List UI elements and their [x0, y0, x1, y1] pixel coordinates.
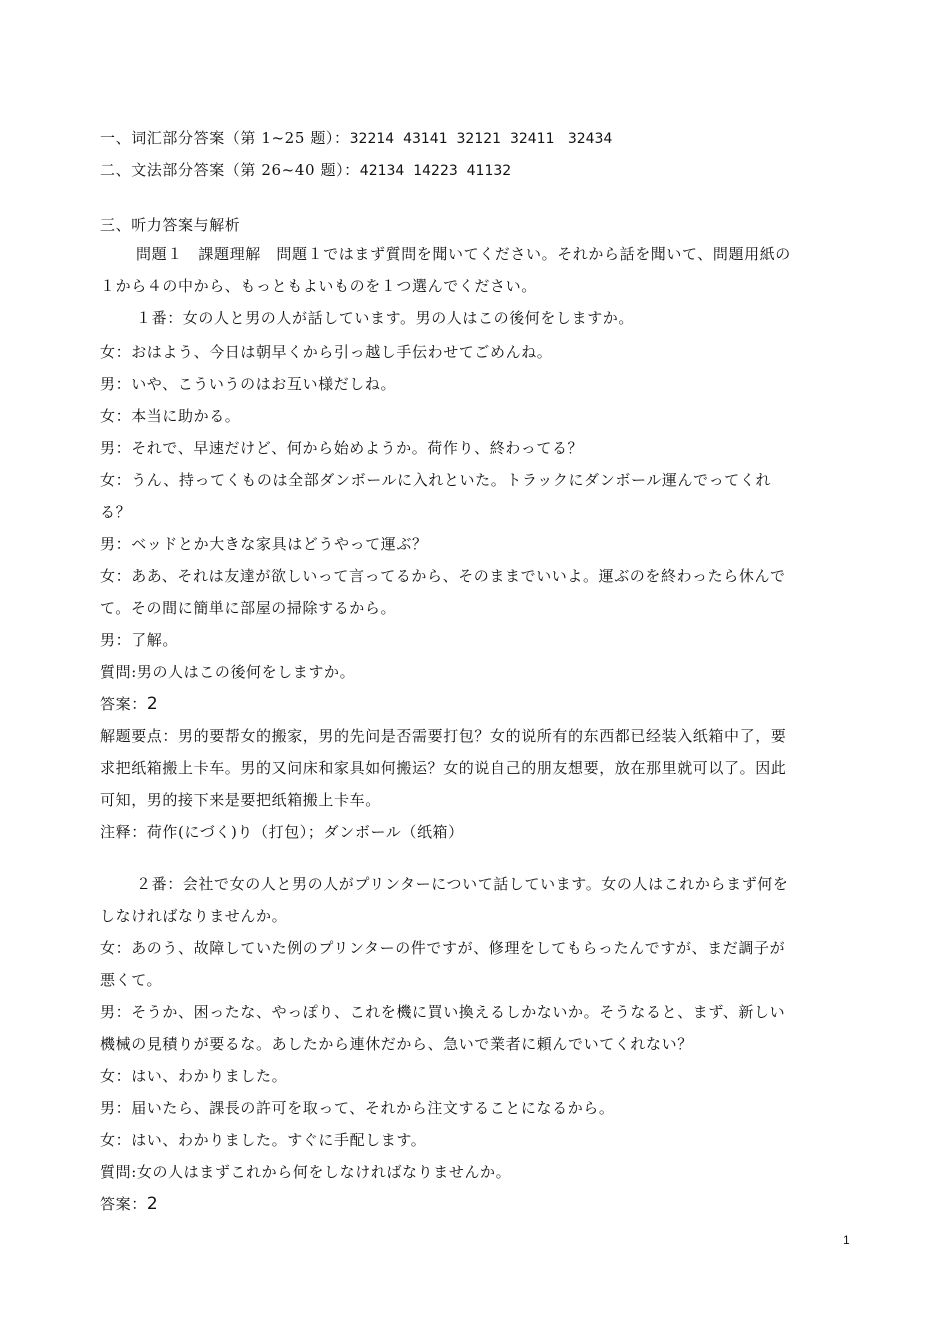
- q1-dialogue-line: て。その間に簡単に部屋の掃除するから。: [100, 599, 397, 617]
- q1-dialogue-line: 女：ああ、それは友達が欲しいって言ってるから、そのままでいいよ。運ぶのを終わったら休んで: [100, 567, 786, 585]
- q2-dialogue-line: 女：はい、わかりました。すぐに手配します。: [100, 1131, 427, 1149]
- q1-explanation-line-1: 解题要点：男的要帮女的搬家，男的先问是否需要打包？女的说所有的东西都已经装入纸箱中了，要: [100, 727, 787, 745]
- q2-answer-line: [100, 1194, 845, 1214]
- q1-dialogue-line: る？: [100, 503, 132, 521]
- q1-question: 質問:男の人はこの後何をしますか。: [100, 663, 356, 681]
- intro-line-2: １から４の中から、もっともよいものを１つ選んでください。: [100, 277, 537, 295]
- q2-dialogue-line: 男：そうか、困ったな、やっぽり、これを機に買い換えるしかないか。そうなると、まず、新しい: [100, 1003, 786, 1021]
- q2-dialogue-line: 女：はい、わかりました。: [100, 1067, 288, 1085]
- q2-dialogue-line: 悪くて。: [100, 971, 163, 989]
- q2-answer-label: 答案：: [100, 1195, 147, 1213]
- q1-dialogue-line: 男：了解。: [100, 631, 179, 649]
- q1-explanation-line-3: 可知，男的接下来是要把纸箱搬上卡车。: [100, 791, 381, 809]
- grammar-answers-line: [100, 160, 845, 181]
- q1-title: １番：女の人と男の人が話しています。男の人はこの後何をしますか。: [136, 309, 635, 327]
- grammar-answers: 42134 14223 41132: [359, 163, 512, 179]
- q1-dialogue-line: 男：いや、こういうのはお互い様だしね。: [100, 375, 397, 393]
- listening-heading: 三、听力答案与解析: [100, 216, 241, 234]
- vocab-label: 一、词汇部分答案（第 1~25 题）：: [100, 129, 350, 147]
- q2-answer-value: 2: [146, 1194, 159, 1214]
- q2-dialogue-line: 男：届いたら、課長の許可を取って、それから注文することになるから。: [100, 1099, 615, 1117]
- q2-dialogue-line: 女：あのう、故障していた例のプリンターの件ですが、修理をしてもらったんですが、まだ調子が: [100, 939, 786, 957]
- grammar-label: 二、文法部分答案（第 26~40 题）：: [100, 161, 360, 179]
- vocab-answers: 32214 43141 32121 32411 32434: [349, 131, 613, 147]
- q2-title-line-1: ２番：会社で女の人と男の人がプリンターについて話しています。女の人はこれからまず何を: [136, 875, 789, 893]
- q1-dialogue-line: 女：うん、持ってくものは全部ダンボールに入れといた。トラックにダンボール運んでってくれ: [100, 471, 772, 489]
- q2-dialogue-line: 機械の見積りが要るな。あしたから連休だから、急いで業者に頼んでいてくれない？: [100, 1035, 693, 1053]
- q2-title-line-2: しなければなりませんか。: [100, 907, 288, 925]
- q1-answer-line: [100, 694, 845, 714]
- q1-dialogue-line: 男：ベッドとか大きな家具はどうやって運ぶ？: [100, 535, 428, 553]
- q1-note: 注释：荷作(にづく)り（打包）；ダンボール（纸箱）: [100, 823, 464, 841]
- page-number: 1: [843, 1233, 850, 1247]
- q1-dialogue-line: 女：本当に助かる。: [100, 407, 241, 425]
- q1-dialogue-line: 男：それで、早速だけど、何から始めようか。荷作り、終わってる？: [100, 439, 584, 457]
- q2-question: 質問:女の人はまずこれから何をしなければなりませんか。: [100, 1163, 512, 1181]
- q1-answer-value: 2: [146, 694, 159, 714]
- vocab-answers-line: [100, 128, 845, 149]
- q1-explanation-line-2: 求把纸箱搬上卡车。男的又问床和家具如何搬运？女的说自己的朋友想要，放在那里就可以了。因此: [100, 759, 787, 777]
- q1-answer-label: 答案：: [100, 695, 147, 713]
- q1-dialogue-line: 女：おはよう、今日は朝早くから引っ越し手伝わせてごめんね。: [100, 343, 553, 361]
- intro-line-1: 問題１ 課題理解 問題１ではまず質問を聞いてください。それから話を聞いて、問題用紙の: [136, 245, 791, 263]
